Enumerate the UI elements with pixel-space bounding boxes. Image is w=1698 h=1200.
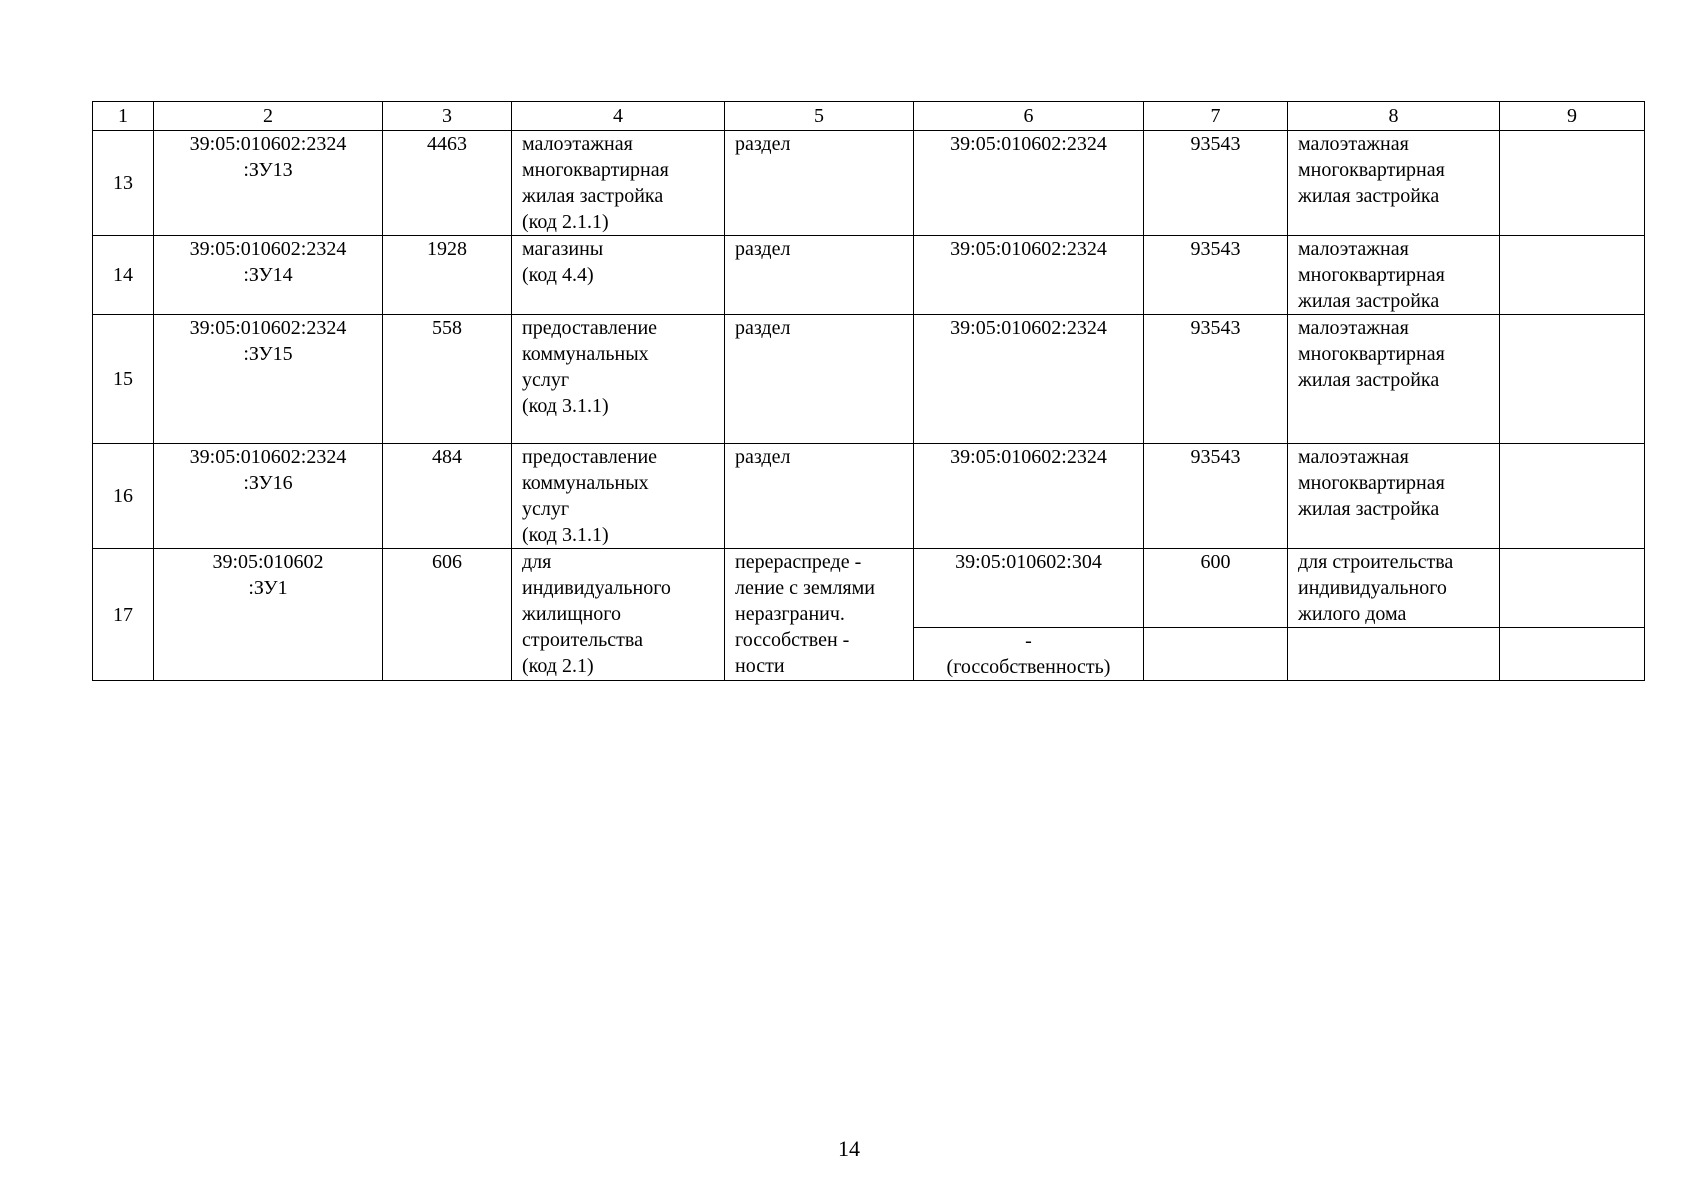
cell-line: жилая застройка <box>522 185 664 207</box>
formation-method-cell <box>725 444 914 549</box>
cell-line: строительства <box>522 629 643 651</box>
plot-area-cell: 4463 <box>383 131 512 236</box>
note-cell <box>1500 444 1645 549</box>
cell-line: 39:05:010602 <box>212 551 324 573</box>
column-number-cell: 5 <box>725 102 914 131</box>
cell-line: перераспреде - <box>735 551 862 573</box>
formation-method-cell <box>725 131 914 236</box>
table-row <box>93 236 1645 315</box>
source-number-cell: 39:05:010602:2324 <box>914 131 1144 236</box>
cell-line: (код 2.1.1) <box>522 211 609 233</box>
plot-area-cell: 484 <box>383 444 512 549</box>
cell-line: (код 3.1.1) <box>522 524 609 546</box>
cell-line: неразгранич. <box>735 603 845 625</box>
row-number-cell: 15 <box>93 315 154 444</box>
source-use-cell <box>1288 628 1500 681</box>
column-number-cell: 1 <box>93 102 154 131</box>
plot-designation-cell <box>154 131 383 236</box>
column-number-cell: 7 <box>1144 102 1288 131</box>
cell-line: жилая застройка <box>1298 185 1440 207</box>
source-use-cell <box>1288 236 1500 315</box>
cell-line: раздел <box>735 446 791 468</box>
column-number-cell: 8 <box>1288 102 1500 131</box>
plot-area-cell: 558 <box>383 315 512 444</box>
plot-area-cell: 1928 <box>383 236 512 315</box>
table-row <box>93 444 1645 549</box>
cell-line: :ЗУ13 <box>243 159 293 181</box>
cell-line: ление с землями <box>735 577 875 599</box>
permitted-use-cell <box>512 315 725 444</box>
plot-designation-cell <box>154 444 383 549</box>
source-use-cell <box>1288 315 1500 444</box>
cell-line: :ЗУ16 <box>243 472 293 494</box>
cell-line: :ЗУ1 <box>248 577 288 599</box>
cell-line: многоквартирная <box>522 159 669 181</box>
cell-line: малоэтажная <box>1298 133 1409 155</box>
source-use-cell <box>1288 444 1500 549</box>
table-row <box>93 549 1645 628</box>
cell-line: жилая застройка <box>1298 290 1440 312</box>
cell-line: (код 4.4) <box>522 264 594 286</box>
source-number-cell <box>914 549 1144 628</box>
note-cell <box>1500 131 1645 236</box>
source-number-cell <box>914 628 1144 681</box>
cell-line: малоэтажная <box>1298 317 1409 339</box>
source-area-cell: 93543 <box>1144 131 1288 236</box>
source-area-cell: 93543 <box>1144 236 1288 315</box>
note-cell <box>1500 628 1645 681</box>
table-row <box>93 315 1645 444</box>
cell-line: (код 3.1.1) <box>522 395 609 417</box>
column-number-cell: 4 <box>512 102 725 131</box>
cell-line: раздел <box>735 238 791 260</box>
permitted-use-cell <box>512 131 725 236</box>
plot-area-cell: 606 <box>383 549 512 681</box>
cell-line: - <box>1025 630 1032 652</box>
column-number-cell: 3 <box>383 102 512 131</box>
cell-line: коммунальных <box>522 343 649 365</box>
row-number-cell: 17 <box>93 549 154 681</box>
cell-line: индивидуального <box>1298 577 1447 599</box>
cell-line: для строительства <box>1298 551 1454 573</box>
row-number-cell: 16 <box>93 444 154 549</box>
permitted-use-cell <box>512 444 725 549</box>
row-number-cell: 14 <box>93 236 154 315</box>
page-number: 14 <box>838 1136 860 1161</box>
cell-line: 39:05:010602:304 <box>955 551 1102 573</box>
formation-method-cell <box>725 315 914 444</box>
cell-line: многоквартирная <box>1298 472 1445 494</box>
column-number-cell: 6 <box>914 102 1144 131</box>
cell-line: малоэтажная <box>522 133 633 155</box>
cell-line: раздел <box>735 133 791 155</box>
cell-line: 39:05:010602:2324 <box>189 133 347 155</box>
source-use-cell <box>1288 131 1500 236</box>
source-number-cell: 39:05:010602:2324 <box>914 315 1144 444</box>
cell-line: (госсобственность) <box>946 656 1111 678</box>
plot-designation-cell <box>154 236 383 315</box>
cell-line: 39:05:010602:2324 <box>189 238 347 260</box>
cell-line: раздел <box>735 317 791 339</box>
note-cell <box>1500 236 1645 315</box>
cell-line: 39:05:010602:2324 <box>189 317 347 339</box>
cell-line: коммунальных <box>522 472 649 494</box>
source-area-cell: 93543 <box>1144 444 1288 549</box>
table-row <box>93 131 1645 236</box>
cell-line: предоставление <box>522 446 658 468</box>
cell-line: малоэтажная <box>1298 238 1409 260</box>
cell-line: индивидуального <box>522 577 671 599</box>
source-area-cell <box>1144 628 1288 681</box>
cell-line: многоквартирная <box>1298 343 1445 365</box>
cell-line: ности <box>735 655 785 677</box>
source-use-cell <box>1288 549 1500 628</box>
formation-method-cell <box>725 236 914 315</box>
land-plots-table <box>92 101 1645 681</box>
cell-line: магазины <box>522 238 604 260</box>
formation-method-cell <box>725 549 914 681</box>
column-number-row <box>93 102 1645 131</box>
cell-line: госсобствен - <box>735 629 850 651</box>
row-number-cell: 13 <box>93 131 154 236</box>
cell-line: жилая застройка <box>1298 369 1440 391</box>
cell-line: услуг <box>522 369 570 391</box>
cell-line: :ЗУ15 <box>243 343 293 365</box>
cell-line: 39:05:010602:2324 <box>189 446 347 468</box>
column-number-cell: 9 <box>1500 102 1645 131</box>
cell-line: услуг <box>522 498 570 520</box>
permitted-use-cell <box>512 236 725 315</box>
cell-line: (код 2.1) <box>522 655 594 677</box>
plot-designation-cell <box>154 549 383 681</box>
source-number-cell: 39:05:010602:2324 <box>914 444 1144 549</box>
cell-line: для <box>522 551 552 573</box>
cell-line: :ЗУ14 <box>243 264 293 286</box>
source-area-cell: 600 <box>1144 549 1288 628</box>
plot-designation-cell <box>154 315 383 444</box>
source-number-cell: 39:05:010602:2324 <box>914 236 1144 315</box>
cell-line: жилая застройка <box>1298 498 1440 520</box>
cell-line: предоставление <box>522 317 658 339</box>
cell-line: жилого дома <box>1298 603 1407 625</box>
note-cell <box>1500 315 1645 444</box>
permitted-use-cell <box>512 549 725 681</box>
cell-line: многоквартирная <box>1298 159 1445 181</box>
source-area-cell: 93543 <box>1144 315 1288 444</box>
note-cell <box>1500 549 1645 628</box>
cell-line: малоэтажная <box>1298 446 1409 468</box>
cell-line: многоквартирная <box>1298 264 1445 286</box>
column-number-cell: 2 <box>154 102 383 131</box>
cell-line: жилищного <box>522 603 622 625</box>
